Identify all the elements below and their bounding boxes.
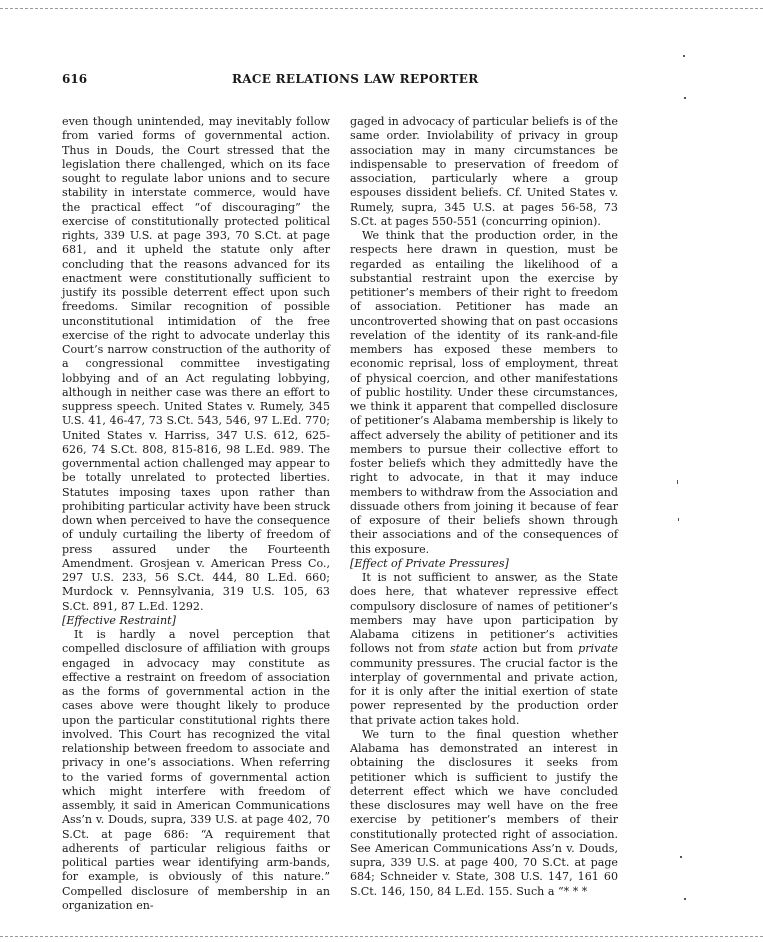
right-column bbox=[350, 115, 618, 899]
right-paragraph-4: We turn to the final question whether Alabama has demonstrated an interest in obtaining the disclosures it seeks from petitioner which is sufficient to justify the deterrent effect which we have concluded these disclosures may well have on the free exercise by petitioner’s members of their constitutionally protected right of association. See American Communications Ass’n v. Douds, supra, 339 U.S. at page 400, 70 S.Ct. at page 684; Schneider v. State, 308 U.S. 147, 161 60 S.Ct. 146, 150, 84 L.Ed. 155. Such a “* * * bbox=[350, 727, 618, 898]
right-paragraph-2: We think that the production order, in the respects here drawn in question, must be regarded as entailing the likelihood of a substantial restraint upon the exercise by petitioner’s members of their right to freedom of association. Petitioner has made an uncontroverted showing that on past occasions revelation of the identity of its rank-and-file members has exposed these members to economic reprisal, loss of employment, threat of physical coercion, and other manifestations of public hostility. Under these circumstances, we think it apparent that compelled disclosure of petitioner’s Alabama membership is likely to affect adversely the ability of petitioner and its members to pursue their collective effort to foster beliefs which they admittedly have the right to advocate, in that it may induce members to withdraw from the Association and dissuade others from joining it because of fear of exposure of their beliefs shown through their associations and of the consequences of this exposure. bbox=[350, 229, 618, 556]
right-paragraph-1: gaged in advocacy of particular beliefs is of the same order. Inviolability of privacy in group association may in many circumstances be indispensable to preservation of freedom of association, particularly where a group espouses dissident beliefs. Cf. United States v. Rumely, supra, 345 U.S. at pages 56-58, 73 S.Ct. at pages 550-551 (concurring opinion). bbox=[350, 115, 618, 228]
scan-speck bbox=[680, 856, 682, 858]
section-heading-private-pressures: [Effect of Private Pressures] bbox=[350, 556, 509, 570]
emphasis-private: private bbox=[578, 642, 618, 656]
scan-speck bbox=[683, 55, 685, 57]
left-paragraph-2: It is hardly a novel perception that compelled disclosure of affiliation with groups engaged in advocacy may constitute as effective a restraint on freedom of association as the forms of governmental action in the cases above were thought likely to produce upon the particular constitutional rights there involved. This Court has recognized the vital relationship between freedom to associate and privacy in one’s associations. When referring to the varied forms of governmental action which might interfere with freedom of assembly, it said in American Communications Ass’n v. Douds, supra, 339 U.S. at page 402, 70 S.Ct. at page 686: “A requirement that adherents of particular religious faiths or political parties wear identifying arm-bands, for example, is obviously of this nature.” Compelled disclosure of membership in an organization en- bbox=[62, 628, 330, 912]
scan-speck bbox=[684, 97, 686, 99]
page-header bbox=[62, 72, 622, 90]
bottom-edge-line bbox=[0, 936, 763, 937]
running-head: RACE RELATIONS LAW REPORTER bbox=[232, 72, 479, 86]
scan-speck bbox=[684, 898, 686, 900]
emphasis-state: state bbox=[449, 642, 478, 656]
right-paragraph-3: It is not sufficient to answer, as the State does here, that whatever repressive effect compulsory disclosure of names of petitioner’s members may have upon participation by Alabama citizens in petitioner’s activities follows not from state action but from private community pressures. The crucial factor is the interplay of governmental and private action, for it is only after the initial exertion of state power represented by the production order that private action takes hold. bbox=[350, 571, 618, 727]
left-paragraph-1: even though unintended, may inevitably follow from varied forms of governmental action. Thus in Douds, the Court stressed that the legislation there challenged, which on its face sought to regulate labor unions and to secure stability in interstate commerce, would have the practical effect “of discouraging” the exercise of constitutionally protected political rights, 339 U.S. at page 393, 70 S.Ct. at page 681, and it upheld the statute only after concluding that the reasons advanced for its enactment were constitutionally sufficient to justify its possible deterrent effect upon such freedoms. Similar recognition of possible unconstitutional intimidation of the free exercise of the right to advocate underlay this Court’s narrow construction of the authority of a congressional committee investigating lobbying and of an Act regulating lobbying, although in neither case was there an effort to suppress speech. United States v. Rumely, 345 U.S. 41, 46-47, 73 S.Ct. 543, 546, 97 L.Ed. 770; United States v. Harriss, 347 U.S. 612, 625-626, 74 S.Ct. 808, 815-816, 98 L.Ed. 989. The governmental action challenged may appear to be totally unrelated to protected liberties. Statutes imposing taxes upon rather than prohibiting particular activity have been struck down when perceived to have the consequence of unduly curtailing the liberty of freedom of press assured under the Fourteenth Amendment. Grosjean v. American Press Co., 297 U.S. 233, 56 S.Ct. 444, 80 L.Ed. 660; Murdock v. Pennsylvania, 319 U.S. 105, 63 S.Ct. 891, 87 L.Ed. 1292. bbox=[62, 115, 330, 613]
scan-speck bbox=[677, 480, 678, 484]
scan-speck bbox=[678, 518, 679, 521]
top-edge-line bbox=[0, 8, 763, 9]
left-column bbox=[62, 115, 330, 913]
section-heading-effective-restraint: [Effective Restraint] bbox=[62, 613, 176, 627]
page-number: 616 bbox=[62, 72, 88, 86]
